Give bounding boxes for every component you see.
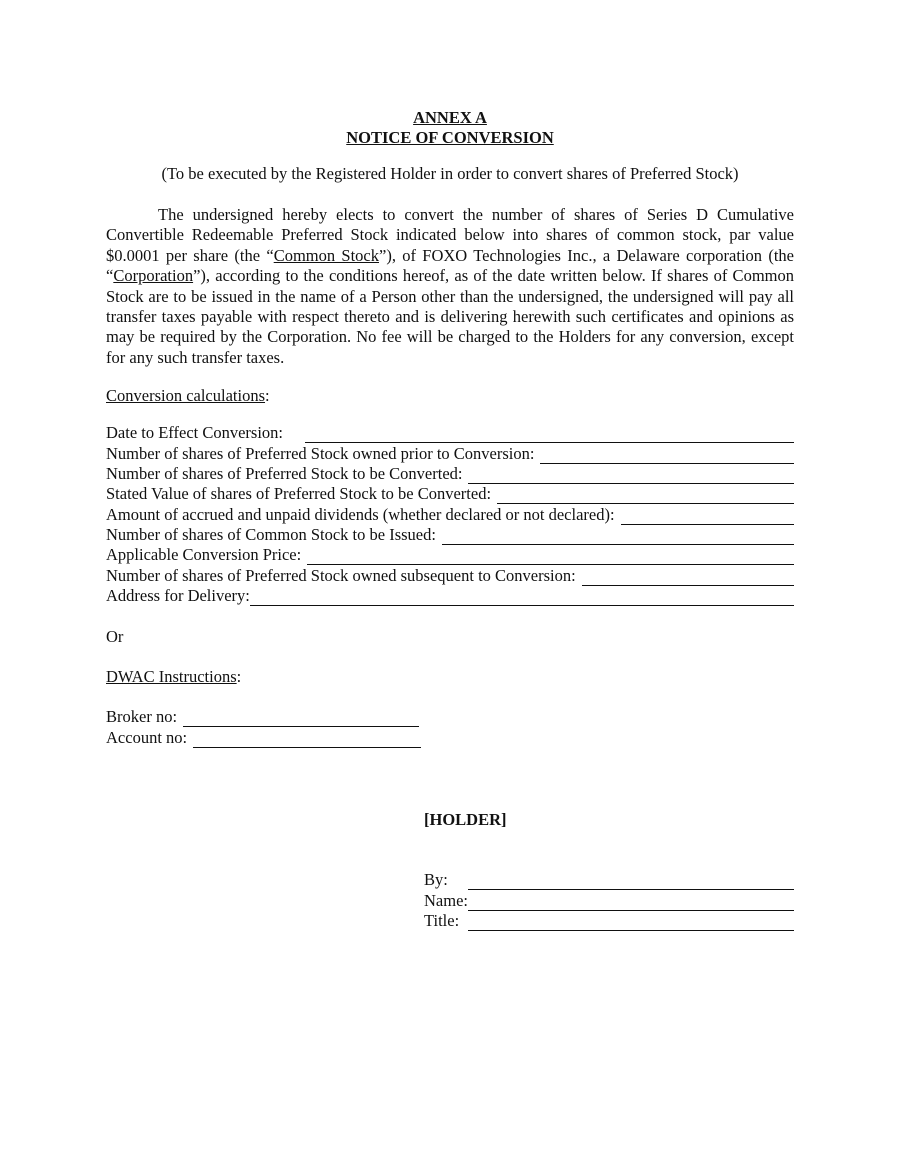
blank-line[interactable] — [250, 589, 741, 606]
document-title: NOTICE OF CONVERSION — [346, 128, 554, 147]
defined-term-common-stock: Common Stock — [273, 245, 379, 265]
blank-line[interactable] — [582, 569, 741, 586]
blank-line[interactable] — [540, 447, 741, 464]
holder-placeholder: [HOLDER] — [424, 810, 507, 829]
field-label: Address for Delivery: — [106, 586, 250, 605]
signature-name[interactable] — [424, 890, 794, 911]
field-label: Stated Value of shares of Preferred Stock to be Converted: — [106, 484, 492, 503]
field-label: Broker no: — [106, 707, 178, 726]
blank-line[interactable] — [621, 508, 741, 525]
field-label: Number of shares of Preferred Stock to be Converted: — [106, 464, 463, 483]
signature-label: Name: — [424, 891, 468, 910]
field-label: Number of shares of Preferred Stock owned prior to Conversion: — [106, 444, 535, 463]
field-broker-no[interactable] — [106, 706, 419, 727]
blank-line[interactable] — [307, 548, 741, 565]
field-label: Number of shares of Preferred Stock owned subsequent to Conversion: — [106, 566, 576, 585]
conversion-calculations-heading — [106, 386, 270, 406]
field-stated-value[interactable] — [106, 483, 794, 504]
field-address-for-delivery[interactable] — [106, 585, 794, 606]
signature-label: By: — [424, 870, 448, 889]
field-conversion-price[interactable] — [106, 544, 794, 565]
field-label: Account no: — [106, 728, 188, 747]
field-label: Amount of accrued and unpaid dividends (whether declared or not declared): — [106, 505, 615, 524]
calculations-heading-colon: : — [265, 386, 270, 405]
para-text-3: ”), according to the conditions hereof, as of the date written below. If shares of Common Stock are to be issued in the name of a Person other than the undersigned, the undersigned will pay all transfer taxes payable with respect thereto and is delivering herewith such certificates and opinions as may be required by the Corporation. No fee will be charged to the Holders for any conversion, except for any such transfer taxes. — [106, 266, 794, 367]
election-paragraph — [106, 205, 794, 368]
para-text-1: The undersigned hereby elects to convert the number of shares of Series D Cumulative Convertible Redeemable Preferred Stock indicated below into shares of common stock, par value $0.0001 per share (the “ — [106, 205, 794, 265]
field-label: Date to Effect Conversion: — [106, 423, 284, 442]
calculations-heading-text: Conversion calculations — [106, 386, 266, 405]
field-shares-to-be-converted[interactable] — [106, 463, 794, 484]
blank-line-tail — [741, 487, 794, 504]
blank-line[interactable] — [183, 710, 419, 727]
blank-line[interactable] — [468, 467, 741, 484]
blank-line-tail — [741, 528, 794, 545]
or-separator: Or — [106, 627, 124, 646]
field-label: Number of shares of Common Stock to be Issued: — [106, 525, 436, 544]
field-common-shares-issued[interactable] — [106, 524, 794, 545]
signature-by[interactable] — [424, 869, 794, 890]
signature-line[interactable] — [468, 894, 794, 911]
field-date-to-effect-conversion[interactable] — [106, 422, 794, 443]
signature-label: Title: — [424, 911, 460, 930]
field-label: Applicable Conversion Price: — [106, 545, 302, 564]
blank-line-tail — [741, 589, 794, 606]
blank-line-tail — [741, 508, 794, 525]
field-shares-owned-prior[interactable] — [106, 443, 794, 464]
para-text-2: ”), of FOXO Technologies Inc., a Delaware corporation (the “ — [106, 245, 794, 286]
annex-label: ANNEX A — [413, 108, 487, 127]
blank-line-tail — [741, 548, 794, 565]
dwac-heading-text: DWAC Instructions — [106, 667, 237, 686]
blank-line[interactable] — [497, 487, 741, 504]
blank-line[interactable] — [442, 528, 741, 545]
blank-line[interactable] — [305, 426, 741, 443]
blank-line-tail — [741, 447, 794, 464]
blank-line-tail — [741, 426, 794, 443]
blank-line[interactable] — [193, 731, 421, 748]
field-accrued-dividends[interactable] — [106, 504, 794, 525]
signature-title[interactable] — [424, 910, 794, 931]
blank-line-tail — [741, 569, 794, 586]
field-shares-owned-subsequent[interactable] — [106, 565, 794, 586]
dwac-instructions-heading — [106, 667, 241, 687]
field-account-no[interactable] — [106, 727, 794, 748]
document-subtitle: (To be executed by the Registered Holder in order to convert shares of Preferred Stock) — [161, 164, 739, 183]
signature-line[interactable] — [468, 873, 794, 890]
signature-line[interactable] — [468, 914, 794, 931]
blank-line-tail — [741, 467, 794, 484]
defined-term-corporation: Corporation — [113, 266, 194, 286]
dwac-heading-colon: : — [236, 667, 242, 686]
